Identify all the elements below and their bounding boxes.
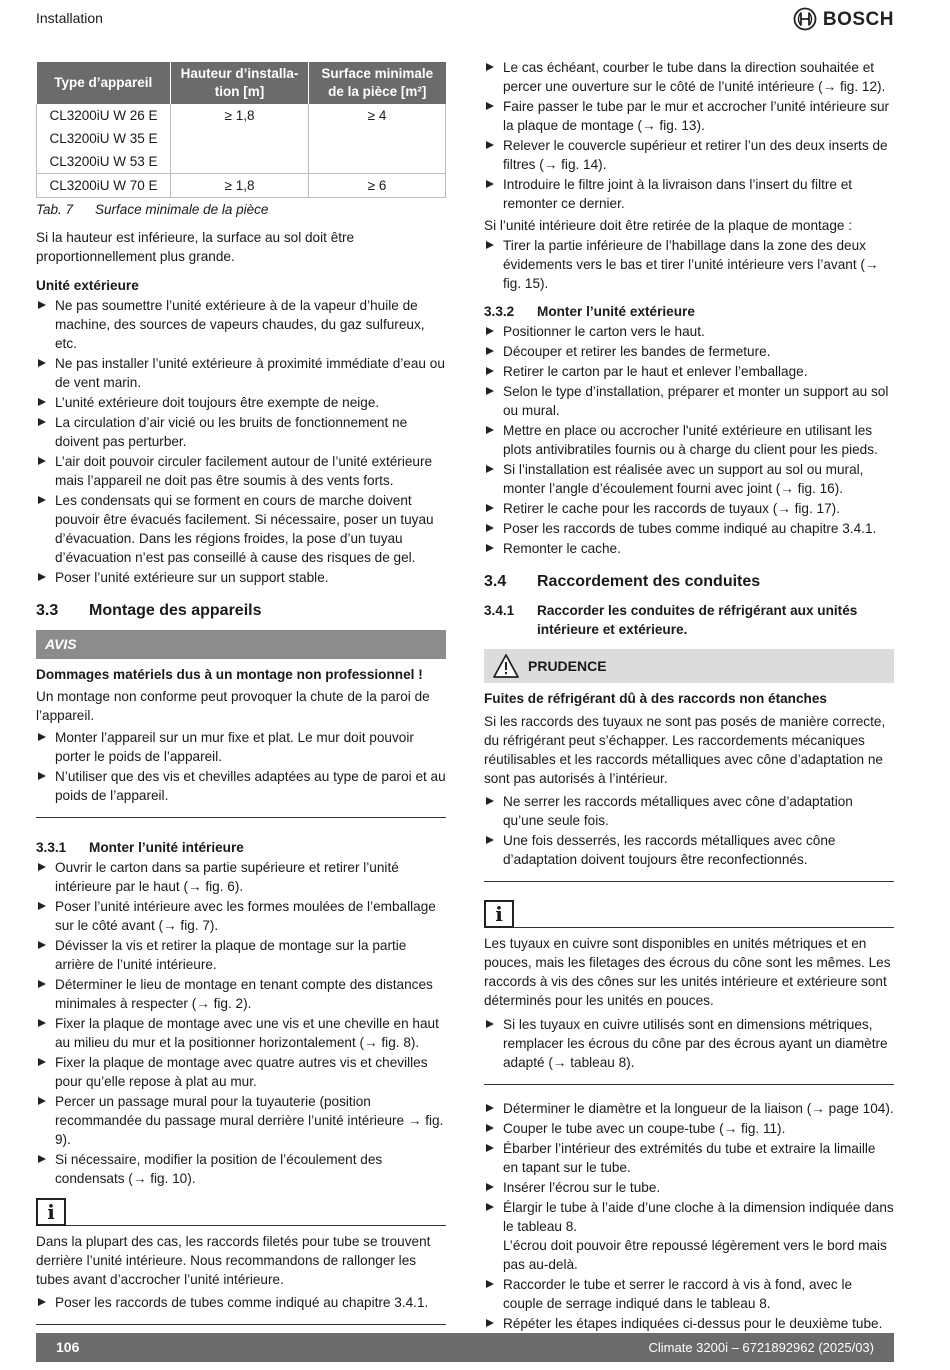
list-item: Monter l’appareil sur un mur fixe et plat. Le mur doit pouvoir porter le poids de l’appareil. [36,728,446,766]
warning-triangle-icon [484,653,528,679]
connection-step-list [484,1099,894,1333]
section-number: 3.4.1 [484,603,515,618]
avis-step-list [36,728,446,805]
list-item: Fixer la plaque de montage avec quatre autres vis et chevilles pour qu’elle repose à plat au mur. [36,1053,446,1091]
brand-name: BOSCH [822,8,894,30]
list-item: Si les tuyaux en cuivre utilisés sont en dimensions métriques, remplacer les écrous du cône par des écrous ayant un diamètre adapté (→ tableau 8). [484,1015,894,1072]
list-item: Une fois desserrés, les raccords métalliques avec cône d’adaptation doivent toujours être reconfectionnés. [484,831,894,869]
section-number: 3.3 [36,602,59,619]
section-number: 3.3.2 [484,304,515,319]
prudence-label: PRUDENCE [528,657,607,674]
surface-table [36,62,446,198]
section-title: Monter l’unité extérieure [537,304,695,319]
model-name: CL3200iU W 53 E [49,154,158,169]
table-cell-surface: ≥ 4 [309,104,446,174]
table-row [37,104,446,174]
list-item: Retirer le cache pour les raccords de tuyaux (→ fig. 17). [484,499,894,518]
list-item: Dévisser la vis et retirer la plaque de montage sur la partie arrière de l’unité intérieure. [36,936,446,974]
list-item [484,1198,894,1274]
list-item: Ne pas soumettre l’unité extérieure à de la vapeur d’huile de machine, des sources de vapeurs chaudes, du gaz sulfureux, etc. [36,296,446,353]
info-notice-right [484,900,894,1085]
intro-paragraph: Si la hauteur est inférieure, la surface au sol doit être proportionnellement plus grande. [36,230,355,264]
table-cell-height: ≥ 1,8 [171,174,309,198]
list-item: Tirer la partie inférieure de l’habillage dans la zone des deux évidements vers le bas et tirer l’unité intérieure vers l’avant (→ fig. 15). [484,236,894,293]
section-3-4-heading [484,572,894,591]
avis-text: Un montage non conforme peut provoquer la chute de la paroi de l’appareil. [36,689,430,723]
info-text: Dans la plupart des cas, les raccords filetés pour tube se trouvent derrière l’unité intérieure. Nous recommandons de rallonger les tubes avant d’accrocher l’unité intérieure. [36,1234,431,1287]
list-item: Ne serrer les raccords métalliques avec cône d’adaptation qu’une seule fois. [484,792,894,830]
list-item: L’air doit pouvoir circuler facilement autour de l’unité extérieure mais l’appareil ne doit pas être soumis à des vents forts. [36,452,446,490]
prudence-notice [484,649,894,882]
info-step-list [484,1015,894,1072]
list-item-note: L’écrou doit pouvoir être repoussé légèrement vers le bord mais pas au-delà. [503,1238,887,1272]
table-caption-text: Surface minimale de la pièce [95,202,269,217]
remove-text: Si l’unité intérieure doit être retirée de la plaque de montage : [484,218,853,233]
left-column [36,62,446,1325]
table-header-height: Hauteur d’installa-tion [m] [171,62,309,104]
table-header-type: Type d’appareil [37,62,171,104]
document-reference: Climate 3200i – 6721892962 (2025/03) [648,1340,874,1355]
list-item-text: Élargir le tube à l’aide d’une cloche à la dimension indiquée dans le tableau 8. [503,1200,894,1234]
list-item: Ne pas installer l’unité extérieure à proximité immédiate d’eau ou de vent marin. [36,354,446,392]
list-item: Répéter les étapes indiquées ci-dessus pour le deuxième tube. [484,1314,894,1333]
avis-notice [36,630,446,818]
indoor-step-list [36,858,446,1188]
info-icon: i [36,1198,66,1226]
info-icon: i [484,900,514,928]
list-item: L’unité extérieure doit toujours être exempte de neige. [36,393,446,412]
section-title: Montage des appareils [89,602,262,619]
section-number: 3.4 [484,573,507,590]
table-caption [36,200,446,219]
table-caption-label: Tab. 7 [36,202,74,217]
list-item: Ébarber l’intérieur des extrémités du tube et extraire la limaille en tapant sur le tube. [484,1139,894,1177]
info-step-list [36,1293,446,1312]
list-item: Faire passer le tube par le mur et accrocher l’unité intérieure sur la plaque de montage (→ fig. 13). [484,97,894,135]
table-header-surface: Surface minimale de la pièce [m²] [309,62,446,104]
avis-title: Dommages matériels dus à un montage non professionnel ! [36,667,423,682]
outdoor-mount-step-list [484,322,894,558]
list-item: Remonter le cache. [484,539,894,558]
model-name: CL3200iU W 35 E [49,131,158,146]
section-3-3-1-heading [36,838,446,857]
right-column [484,57,894,1333]
list-item: Le cas échéant, courber le tube dans la direction souhaitée et percer une ouverture sur le côté de l’unité intérieure (→ fig. 12). [484,58,894,96]
list-item: Fixer la plaque de montage avec une vis et une cheville en haut au milieu du mur et la positionner horizontalement (→ fig. 8). [36,1014,446,1052]
prudence-title: Fuites de réfrigérant dû à des raccords non étanches [484,691,827,706]
table-cell-models [37,174,171,198]
section-3-3-2-heading [484,302,894,321]
bosch-logo [793,7,894,31]
bosch-emblem-icon [793,7,817,31]
list-item: Mettre en place ou accrocher l'unité extérieure en utilisant les plots antivibratiles fournis ou à charge du client pour les pieds. [484,421,894,459]
page-footer [36,1333,894,1362]
list-item: Poser les raccords de tubes comme indiqué au chapitre 3.4.1. [484,519,894,538]
list-item: Selon le type d’installation, préparer et monter un support au sol ou mural. [484,382,894,420]
table-row [37,174,446,198]
section-title: Raccorder les conduites de réfrigérant aux unités intérieure et extérieure. [537,603,858,637]
outdoor-subheading: Unité extérieure [36,278,139,293]
section-3-3-heading [36,601,446,620]
section-title: Monter l’unité intérieure [89,840,244,855]
section-3-4-1-heading [484,601,894,639]
page-number: 106 [56,1339,80,1355]
list-item: Insérer l’écrou sur le tube. [484,1178,894,1197]
table-cell-models [37,104,171,174]
list-item: Retirer le carton par le haut et enlever l’emballage. [484,362,894,381]
list-item: Percer un passage mural pour la tuyauterie (position recommandée du passage mural derrière l’unité intérieure → fig. 9). [36,1092,446,1149]
list-item: Raccorder le tube et serrer le raccord à vis à fond, avec le couple de serrage indiqué dans le tableau 8. [484,1275,894,1313]
table-cell-height: ≥ 1,8 [171,104,309,174]
mounting-step-list [484,58,894,213]
list-item: Si l’installation est réalisée avec un support au sol ou mural, monter l’angle d’écoulement fourni avec joint (→ fig. 16). [484,460,894,498]
list-item: Relever le couvercle supérieur et retirer l’un des deux inserts de filtres (→ fig. 14). [484,136,894,174]
list-item: Poser l’unité intérieure avec les formes moulées de l’emballage sur le côté avant (→ fig. 7). [36,897,446,935]
list-item: Les condensats qui se forment en cours de marche doivent pouvoir être évacués facilement. Si nécessaire, poser un tuyau d’évacuation. Dans les régions froides, la pose d’un tuyau d’évacuation n’est pas conseillé à cause des risques de gel. [36,491,446,567]
list-item: Déterminer le diamètre et la longueur de la liaison (→ page 104). [484,1099,894,1118]
list-item: La circulation d’air vicié ou les bruits de fonctionnement ne doivent pas perturber. [36,413,446,451]
list-item: Déterminer le lieu de montage en tenant compte des distances minimales à respecter (→ fig. 2). [36,975,446,1013]
info-notice-left [36,1198,446,1325]
section-number: 3.3.1 [36,840,67,855]
list-item: Positionner le carton vers le haut. [484,322,894,341]
model-name: CL3200iU W 26 E [49,108,158,123]
model-name: CL3200iU W 70 E [49,178,158,193]
list-item: Poser les raccords de tubes comme indiqué au chapitre 3.4.1. [36,1293,446,1312]
list-item: Introduire le filtre joint à la livraison dans l’insert du filtre et remonter ce dernier. [484,175,894,213]
prudence-step-list [484,792,894,869]
avis-label: AVIS [36,630,446,659]
info-text: Les tuyaux en cuivre sont disponibles en unités métriques et en pouces, mais les filetages des écrous du cône sont les mêmes. Les raccords à vis des cônes sur les unités intérieure et extérieure sont déterminés pour les unités en pouces. [484,936,891,1008]
section-title: Raccordement des conduites [537,573,761,590]
list-item: N’utiliser que des vis et chevilles adaptées au type de paroi et au poids de l’appareil. [36,767,446,805]
list-item: Couper le tube avec un coupe-tube (→ fig. 11). [484,1119,894,1138]
outdoor-step-list [36,296,446,587]
prudence-text: Si les raccords des tuyaux ne sont pas posés de manière correcte, du réfrigérant peut s’échapper. Les raccordements mécaniques réutilisables et les raccords métalliques avec cône d’adaptation ne sont pas autorisés à l’intérieur. [484,714,886,786]
list-item: Si nécessaire, modifier la position de l’écoulement des condensats (→ fig. 10). [36,1150,446,1188]
table-cell-surface: ≥ 6 [309,174,446,198]
remove-step-list [484,236,894,293]
header-section-title: Installation [36,10,103,26]
list-item: Ouvrir le carton dans sa partie supérieure et retirer l’unité intérieure par le haut (→ fig. 6). [36,858,446,896]
list-item: Découper et retirer les bandes de fermeture. [484,342,894,361]
list-item: Poser l’unité extérieure sur un support stable. [36,568,446,587]
